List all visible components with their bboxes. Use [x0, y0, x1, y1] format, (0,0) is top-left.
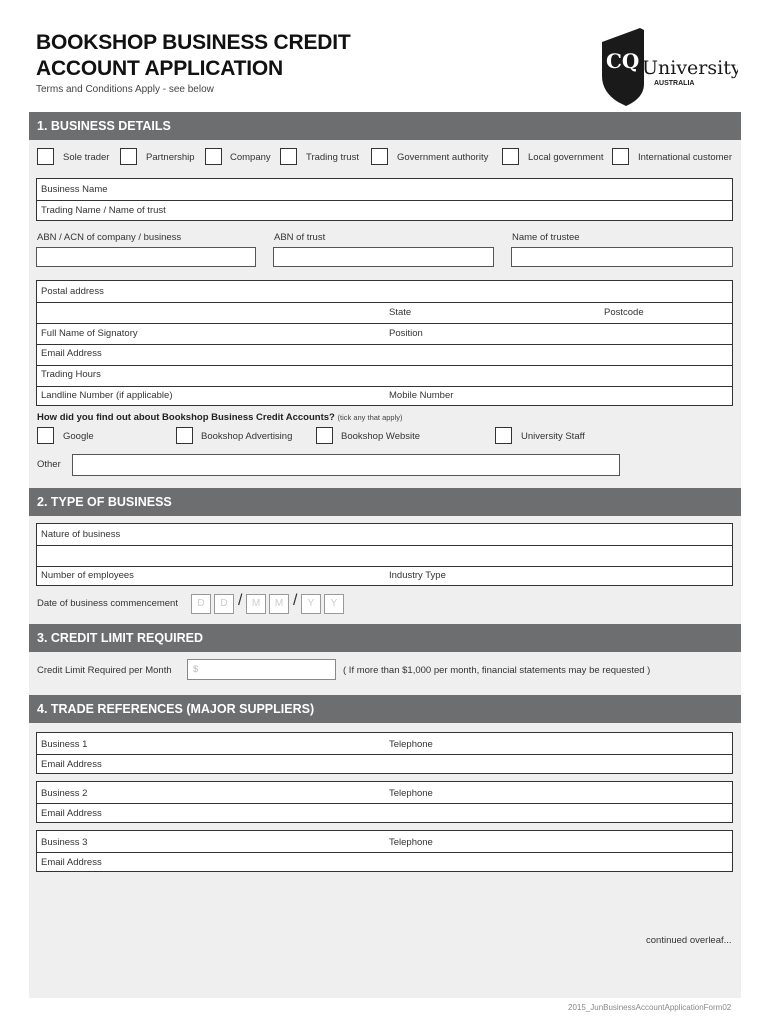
title-line-1: BOOKSHOP BUSINESS CREDIT — [36, 31, 351, 54]
find-out-question-text: How did you find out about Bookshop Business Credit Accounts? — [37, 412, 335, 423]
find-out-note: (tick any that apply) — [337, 413, 403, 422]
date-day-2[interactable]: D — [214, 594, 234, 614]
credit-limit-note: ( If more than $1,000 per month, financial statements may be requested ) — [343, 665, 651, 676]
label-abn-company: ABN / ACN of company / business — [37, 232, 182, 243]
label-landline: Landline Number (if applicable) — [41, 390, 173, 401]
currency-symbol: $ — [193, 664, 199, 675]
label-international-customer: International customer — [638, 152, 732, 163]
abn-company-input[interactable] — [36, 247, 256, 267]
label-local-government: Local government — [528, 152, 604, 163]
checkbox-international-customer[interactable] — [612, 148, 629, 165]
label-telephone-3: Telephone — [389, 837, 433, 848]
title-line-2: ACCOUNT APPLICATION — [36, 57, 284, 80]
label-position: Position — [389, 328, 423, 339]
label-trustee: Name of trustee — [512, 232, 580, 243]
checkbox-trading-trust[interactable] — [280, 148, 297, 165]
label-email-3: Email Address — [41, 857, 102, 868]
label-email-2: Email Address — [41, 808, 102, 819]
date-separator-2: / — [293, 592, 298, 609]
label-telephone-1: Telephone — [389, 739, 433, 750]
label-mobile: Mobile Number — [389, 390, 454, 401]
label-business-2: Business 2 — [41, 788, 88, 799]
label-partnership: Partnership — [146, 152, 195, 163]
label-bookshop-advertising: Bookshop Advertising — [201, 431, 293, 442]
checkbox-bookshop-advertising[interactable] — [176, 427, 193, 444]
label-company: Company — [230, 152, 271, 163]
section-1-header: 1. BUSINESS DETAILS — [29, 112, 741, 140]
business-type-box[interactable] — [36, 523, 733, 586]
label-postcode: Postcode — [604, 307, 644, 318]
trade-reference-2[interactable] — [36, 781, 733, 823]
trade-reference-1[interactable] — [36, 732, 733, 774]
label-telephone-2: Telephone — [389, 788, 433, 799]
date-year-1[interactable]: Y — [301, 594, 321, 614]
logo-university: University — [642, 57, 738, 79]
label-industry-type: Industry Type — [389, 570, 446, 581]
trade-reference-3[interactable] — [36, 830, 733, 872]
label-email-1: Email Address — [41, 759, 102, 770]
date-month-2[interactable]: M — [269, 594, 289, 614]
credit-limit-input[interactable] — [187, 659, 336, 680]
label-business-3: Business 3 — [41, 837, 88, 848]
logo-australia: AUSTRALIA — [654, 80, 695, 87]
date-day-1[interactable]: D — [191, 594, 211, 614]
section-3-header: 3. CREDIT LIMIT REQUIRED — [29, 624, 741, 652]
label-google: Google — [63, 431, 94, 442]
checkbox-local-government[interactable] — [502, 148, 519, 165]
checkbox-google[interactable] — [37, 427, 54, 444]
label-email: Email Address — [41, 348, 102, 359]
continued-overleaf: continued overleaf... — [646, 935, 732, 946]
label-credit-limit: Credit Limit Required per Month — [37, 665, 172, 676]
other-input[interactable] — [72, 454, 620, 476]
label-trading-hours: Trading Hours — [41, 369, 101, 380]
subtitle: Terms and Conditions Apply - see below — [36, 84, 214, 95]
label-university-staff: University Staff — [521, 431, 585, 442]
label-state: State — [389, 307, 412, 318]
label-trading-trust: Trading trust — [306, 152, 359, 163]
checkbox-sole-trader[interactable] — [37, 148, 54, 165]
business-name-box[interactable] — [36, 178, 733, 221]
label-bookshop-website: Bookshop Website — [341, 431, 421, 442]
label-trading-name: Trading Name / Name of trust — [41, 205, 166, 216]
trustee-input[interactable] — [511, 247, 733, 267]
label-commencement: Date of business commencement — [37, 598, 178, 609]
section-2-header: 2. TYPE OF BUSINESS — [29, 488, 741, 516]
cqu-logo — [596, 28, 738, 108]
checkbox-university-staff[interactable] — [495, 427, 512, 444]
abn-trust-input[interactable] — [273, 247, 494, 267]
section-4-header: 4. TRADE REFERENCES (MAJOR SUPPLIERS) — [29, 695, 741, 723]
label-signatory: Full Name of Signatory — [41, 328, 138, 339]
date-year-2[interactable]: Y — [324, 594, 344, 614]
checkbox-company[interactable] — [205, 148, 222, 165]
label-nature-of-business: Nature of business — [41, 529, 121, 540]
label-business-1: Business 1 — [41, 739, 88, 750]
logo-cq: CQ — [606, 49, 640, 73]
checkbox-partnership[interactable] — [120, 148, 137, 165]
label-sole-trader: Sole trader — [63, 152, 110, 163]
contact-details-box[interactable] — [36, 280, 733, 406]
footer-form-code: 2015_JunBusinessAccountApplicationForm02 — [568, 1003, 732, 1012]
label-number-of-employees: Number of employees — [41, 570, 134, 581]
date-month-1[interactable]: M — [246, 594, 266, 614]
checkbox-bookshop-website[interactable] — [316, 427, 333, 444]
checkbox-government-authority[interactable] — [371, 148, 388, 165]
label-postal-address: Postal address — [41, 286, 104, 297]
label-government-authority: Government authority — [397, 152, 489, 163]
label-business-name: Business Name — [41, 184, 108, 195]
page-title — [36, 30, 351, 82]
label-abn-trust: ABN of trust — [274, 232, 326, 243]
label-other: Other — [37, 459, 61, 470]
find-out-question — [37, 412, 403, 423]
date-separator-1: / — [238, 592, 243, 609]
